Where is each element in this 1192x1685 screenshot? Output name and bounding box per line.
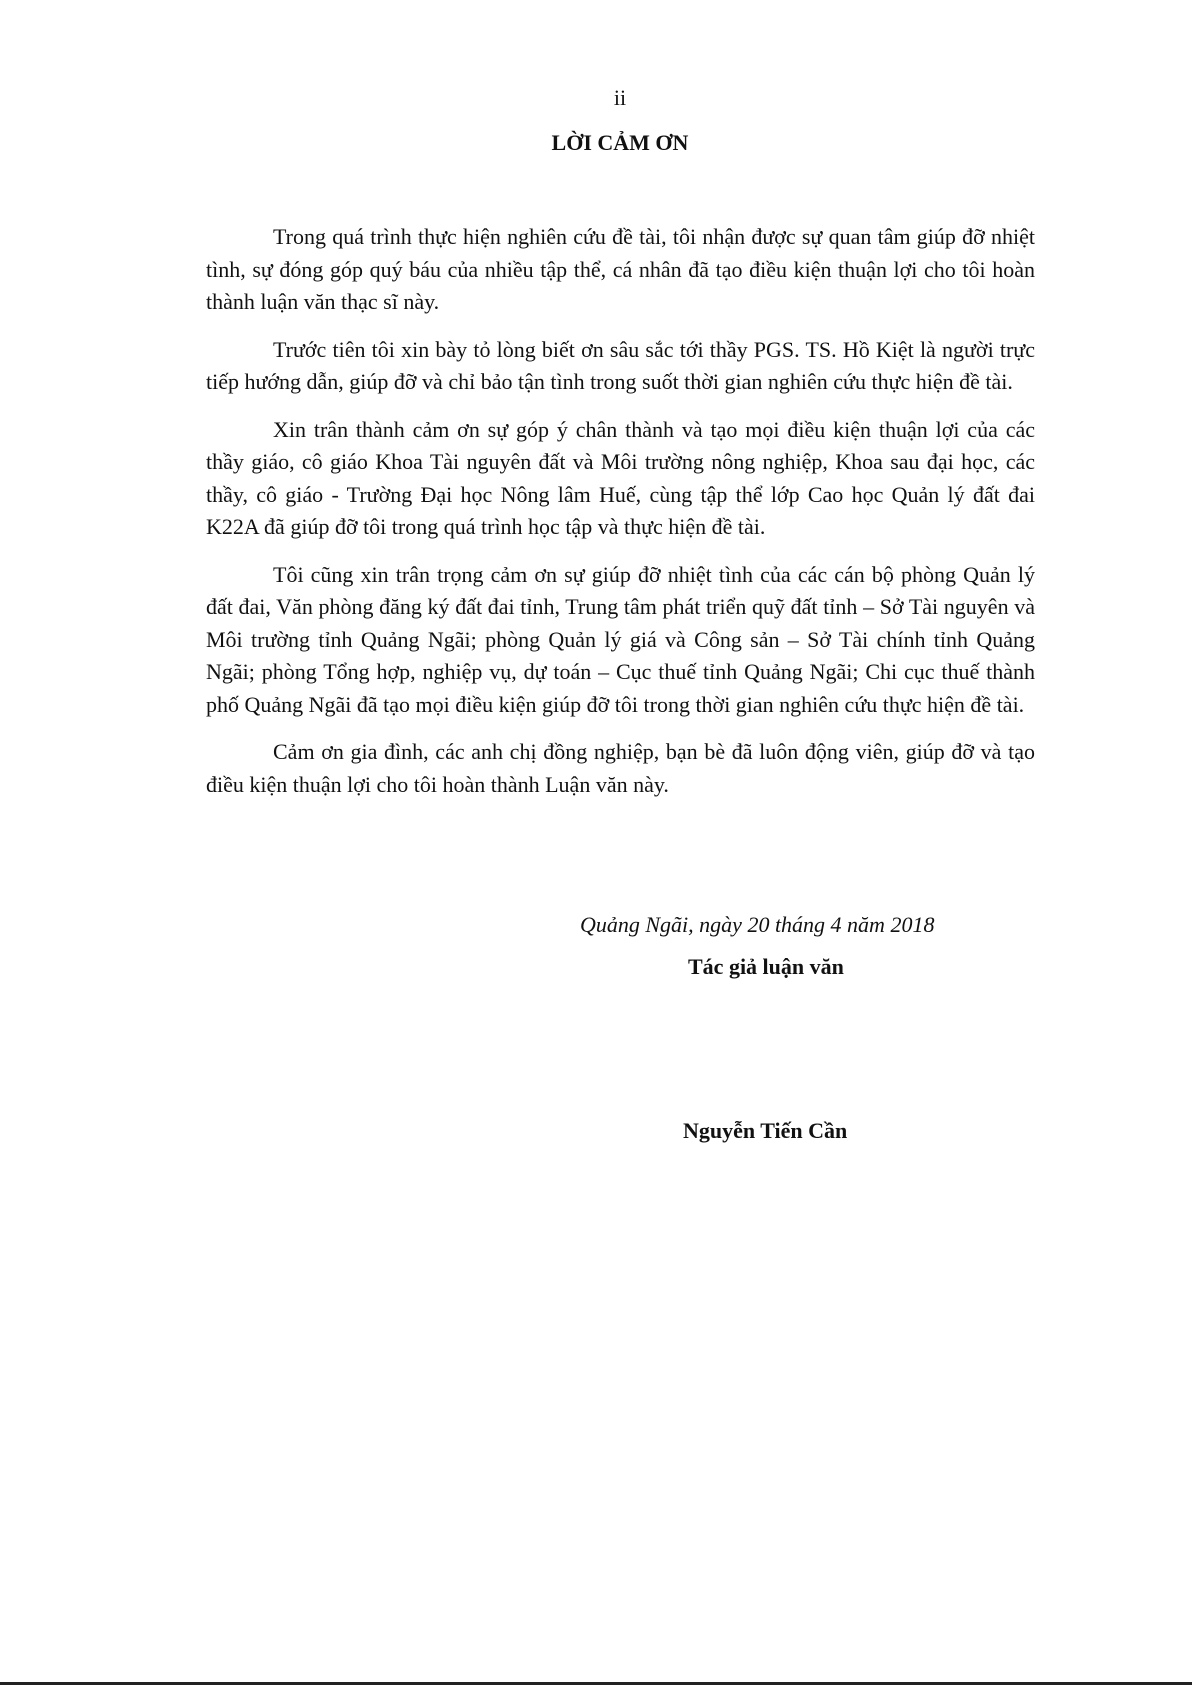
page-title: LỜI CẢM ƠN — [551, 130, 689, 155]
paragraph-2: Trước tiên tôi xin bày tỏ lòng biết ơn sâu sắc tới thầy PGS. TS. Hồ Kiệt là người trực tiếp hướng dẫn, giúp đỡ và chỉ bảo tận tình trong suốt thời gian nghiên cứu thực hiện đề tài. — [206, 336, 1035, 394]
paragraph-4: Tôi cũng xin trân trọng cảm ơn sự giúp đỡ nhiệt tình của các cán bộ phòng Quản lý đất đai, Văn phòng đăng ký đất đai tỉnh, Trung tâm phát triển quỹ đất tỉnh – Sở Tài nguyên và Môi trường tỉnh Quảng Ngãi; phòng Quản lý giá và Công sản – Sở Tài chính tỉnh Quảng Ngãi; phòng Tổng hợp, nghiệp vụ, dự toán – Cục thuế tỉnh Quảng Ngãi; Chi cục thuế thành phố Quảng Ngãi đã tạo mọi điều kiện giúp đỡ tôi trong thời gian nghiên cứu thực hiện đề tài. — [206, 561, 1035, 717]
paragraph-5: Cảm ơn gia đình, các anh chị đồng nghiệp, bạn bè đã luôn động viên, giúp đỡ và tạo điều kiện thuận lợi cho tôi hoàn thành Luận văn này. — [206, 739, 1035, 797]
signature-name: Nguyễn Tiến Cần — [683, 1118, 848, 1143]
page-number: ii — [613, 85, 627, 110]
signature-place-date: Quảng Ngãi, ngày 20 tháng 4 năm 2018 — [580, 912, 935, 937]
paragraph-1: Trong quá trình thực hiện nghiên cứu đề tài, tôi nhận được sự quan tâm giúp đỡ nhiệt tình, sự đóng góp quý báu của nhiều tập thể, cá nhân đã tạo điều kiện thuận lợi cho tôi hoàn thành luận văn thạc sĩ này. — [206, 224, 1035, 314]
signature-role: Tác giả luận văn — [688, 954, 844, 979]
paragraph-3: Xin trân thành cảm ơn sự góp ý chân thành và tạo mọi điều kiện thuận lợi của các thầy giáo, cô giáo Khoa Tài nguyên đất và Môi trường nông nghiệp, Khoa sau đại học, các thầy, cô giáo - Trường Đại học Nông lâm Huế, cùng tập thể lớp Cao học Quản lý đất đai K22A đã giúp đỡ tôi trong quá trình học tập và thực hiện đề tài. — [206, 416, 1035, 539]
acknowledgement-body — [206, 221, 1035, 816]
